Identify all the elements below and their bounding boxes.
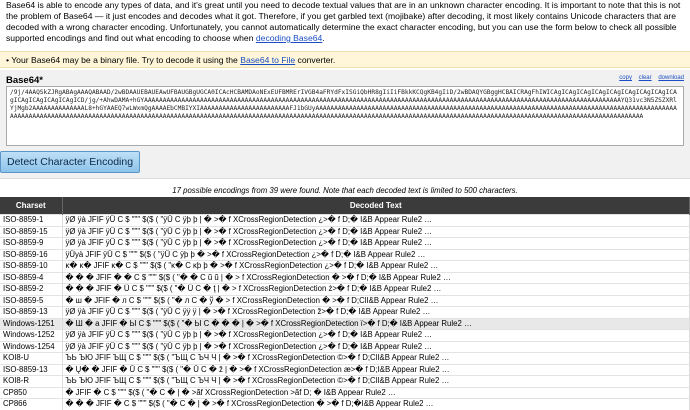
charset-cell: CP866 [0,399,62,410]
decoded-text-cell: ÿØ ÿà JFIF ÿÛ C $ """ $($ ( "ÿÛ C ÿþ þ | � >� f XCrossRegionDetection ¿>� f D;� I&B Appear Rule2 … [62,238,690,250]
decoded-text-cell: ÿØ ÿà JFIF ÿÛ C $ """ $($ ( "ÿÛ C ÿþ þ | � >� f XCrossRegionDetection ¿>� f D;� I&B Appear Rule2 … [62,226,690,238]
table-row [0,307,690,319]
table-row [0,353,690,365]
decoded-text-cell: � Ш � а JFIF � Ы C $ """ $($ ( "� Ы C � � � | � >� f XCrossRegionDetection ї>� f D;� I&B Appear Rule2 … [62,318,690,330]
charset-cell: ISO-8859-2 [0,284,62,296]
decoded-text-cell: ÿØ ÿà JFIF ÿÛ C $ """ $($ ( "ÿÛ C ÿÿ ÿ | � >� f XCrossRegionDetection ž>� f D;� I&B Appear Rule2 … [62,307,690,319]
charset-cell: ISO-8859-9 [0,238,62,250]
charset-cell: Windows-1254 [0,341,62,353]
base64-input[interactable]: /9j/4AAQSkZJRgABAgAAAQABAAD/2wBDAAUEBAUEAwUFBAUGBgUGCA0ICAcHCBAMDAoNExEUFBMRErIVGB4aFRYdFxISGiQbHR8gIiIiFBkkKCQgKB4gIiD/2wBDAQYGBggHCBAICRAgFhIWICAgICAgICAgICAgICAgICAgICAgICAgICAgICAgICAgICAgICAgICD/jg/+AhwDAMA+hGYAAAAAAAAAAAAAAAAAAAAAAAAAAAAAAAAAAAAAAAAAAAAAAAAAAAAAAAAAAAAAAAAAAAAAAAAAAAAAAAAAAAAAAAAAAAAAAAAAAAAAAAAAAAAAAAAAAAAAAAAAAAAAAAAYQ31vc3N5ZSZXRlYjMgb2AAAAAAAAAAAAAAL8+hGYAAEQ7wLWxmQgAAAAEbCMBIYXIAAAAAAAAAAAAAAAAAAAAAAAAFJ1bGUyAAAAAAAAAAAAAAAAAAAAAAAAAAAAAAAAAAAAAAAAAAAAAAAAAAAAAAAAAAAAAAAAAAAAAAAAAAAAAAAAAAAAAAAAAAAAAAAAAAAAAAAAAAAAAAAAAAAAAAAAAAAAAAAAAAAAAAAAAAAAAAAAAAAAAAAAAAAAAAAAAAAAAAAAAAAAAAAAAAAAAAAAAAAAAAAAAAAAAAAAAAAAAAAAAAAAAAAAAAAAAAAAAAAAAAAAAAAAAAAAAAAAAAAAAAAAAAAAAAAAAAAAAAA [6,86,684,146]
table-row [0,226,690,238]
decoded-text-cell: � � � JFIF � Ű C $ """ $($ ( "� Ű C � ţ | � > f XCrossRegionDetection ż>� f D;� I&B Appear Rule2 … [62,284,690,296]
table-row [0,330,690,342]
decoded-text-cell: ÿÛyà JFIF ÿÛ C $ """ $($ ( "ÿÛ C ÿþ þ � >� f XCrossRegionDetection ¿>� f D;� I&B Appear Rule2 … [62,249,690,261]
charset-cell: ISO-8859-15 [0,226,62,238]
charset-cell: ISO-8859-4 [0,272,62,284]
table-row [0,341,690,353]
charset-cell: KOI8-R [0,376,62,388]
intro-part1: Base64 is able to encode any types of data, and it's great until you need to decode textual values that are in an unknown character encoding. It is important to note that this is not the problem of Base64 — it just encodes and decodes what it got. Therefore, if you get garbled text (mojibake) after decoding, it most likely contains Unicode characters that are decoded with a wrong character encoding. Unfortunately, you cannot automatically determine the exact character encoding, but you can use the form below to check all possible supported encodings and find out what encoding to choose when [6,0,681,43]
decoded-text-cell: ÿØ ÿà JFIF ÿÛ C $ """ $($ ( "ÿÛ C ÿþ þ | � >� f XCrossRegionDetection ¿>� f D;� I&B Appear Rule2 … [62,330,690,342]
decoded-text-cell: � ш � JFIF � л C $ """ $($ ( "� л C � ў � > f XCrossRegionDetection � >� f D;ClI&B Appear Rule2 … [62,295,690,307]
charset-header: Charset [0,197,62,215]
table-row [0,318,690,330]
download-link[interactable]: download [658,75,684,81]
charset-cell: ISO-8859-16 [0,249,62,261]
notice-text: • Your Base64 may be a binary file. Try to decode it using the [6,55,241,65]
table-row [0,399,690,410]
intro-part2: . [322,33,325,43]
charset-cell: ISO-8859-13 [0,364,62,376]
table-row [0,261,690,273]
charset-cell: ISO-8859-1 [0,215,62,227]
decoded-text-header: Decoded Text [62,197,690,215]
detect-encoding-button[interactable]: Detect Character Encoding [0,151,140,173]
charset-cell: Windows-1251 [0,318,62,330]
decoded-text-cell: ЪЬ ЪЮ JFIF ЪЩ C $ """ $($ ( "ЪЩ C ЪЧ Ч | � >� f XCrossRegionDetection ©>� f D;ClI&B Appear Rule2 … [62,353,690,365]
decoded-text-cell: ÿØ ÿà JFIF ÿÛ C $ """ $($ ( "ÿÛ C ÿþ þ | � >� f XCrossRegionDetection ¿>� f D;� I&B Appear Rule2 … [62,341,690,353]
table-row [0,272,690,284]
base64-label: Base64* [6,75,43,86]
table-row [0,284,690,296]
charset-cell: ISO-8859-10 [0,261,62,273]
decoded-text-cell: � � � JFIF � � C $ """ $($ ( "� � C ũ ũ | � > f XCrossRegionDetection � >� f D;� I&B Appear Rule2 … [62,272,690,284]
copy-link[interactable]: copy [619,75,632,81]
decoded-text-cell: ЪЬ ЪЮ JFIF ЪЩ C $ """ $($ ( "ЪЩ C ЪЧ Ч | � >� f XCrossRegionDetection ©>� f D;ClI&B Appear Rule2 … [62,376,690,388]
notice-tail: converter. [295,55,336,65]
table-row [0,376,690,388]
charset-cell: ISO-8859-5 [0,295,62,307]
table-header-row [0,197,690,215]
decoded-text-cell: � JFIF � C $ """ $($ ( "� C � | � >ãf XCrossRegionDetection >ãf D; � I&B Appear Rule2 … [62,387,690,399]
table-row [0,238,690,250]
charset-cell: ISO-8859-13 [0,307,62,319]
base64-to-file-link[interactable]: Base64 to File [240,55,296,65]
decode-form [0,70,690,179]
charset-cell: KOI8-U [0,353,62,365]
decoded-text-cell: � Ų� � JFIF � Ū C $ """ $($ ( "� Ū C � ž | � >� f XCrossRegionDetection æ>� f D;I&B Appear Rule2 … [62,364,690,376]
table-row [0,364,690,376]
binary-notice [0,51,690,68]
intro-text [6,0,688,44]
textarea-tools [614,75,684,81]
decoded-text-cell: ÿØ ÿà JFIF ÿÛ C $ """ $($ ( "ÿÛ C ÿþ þ | � >� f XCrossRegionDetection ¿>� f D;� I&B Appear Rule2 … [62,215,690,227]
table-row [0,295,690,307]
results-table [0,197,690,410]
decoded-text-cell: � � � JFIF � C $ """ $($ ( "� C � | � >� f XCrossRegionDetection � >� f D;�I&B Appear Rule2 … [62,399,690,410]
table-row [0,249,690,261]
results-summary: 17 possible encodings from 39 were found. Note that each decoded text is limited to 500 characters. [172,186,518,195]
charset-cell: Windows-1252 [0,330,62,342]
charset-cell: CP850 [0,387,62,399]
table-row [0,387,690,399]
decoding-base64-link[interactable]: decoding Base64 [255,33,323,43]
clear-link[interactable]: clear [638,75,652,81]
table-row [0,215,690,227]
decoded-text-cell: ĸ� ĸ� JFIF ĸ� C $ """ $($ ( "ĸ� C ĸþ þ � >� f XCrossRegionDetection ¿>� f D;� I&B Appear Rule2 … [62,261,690,273]
